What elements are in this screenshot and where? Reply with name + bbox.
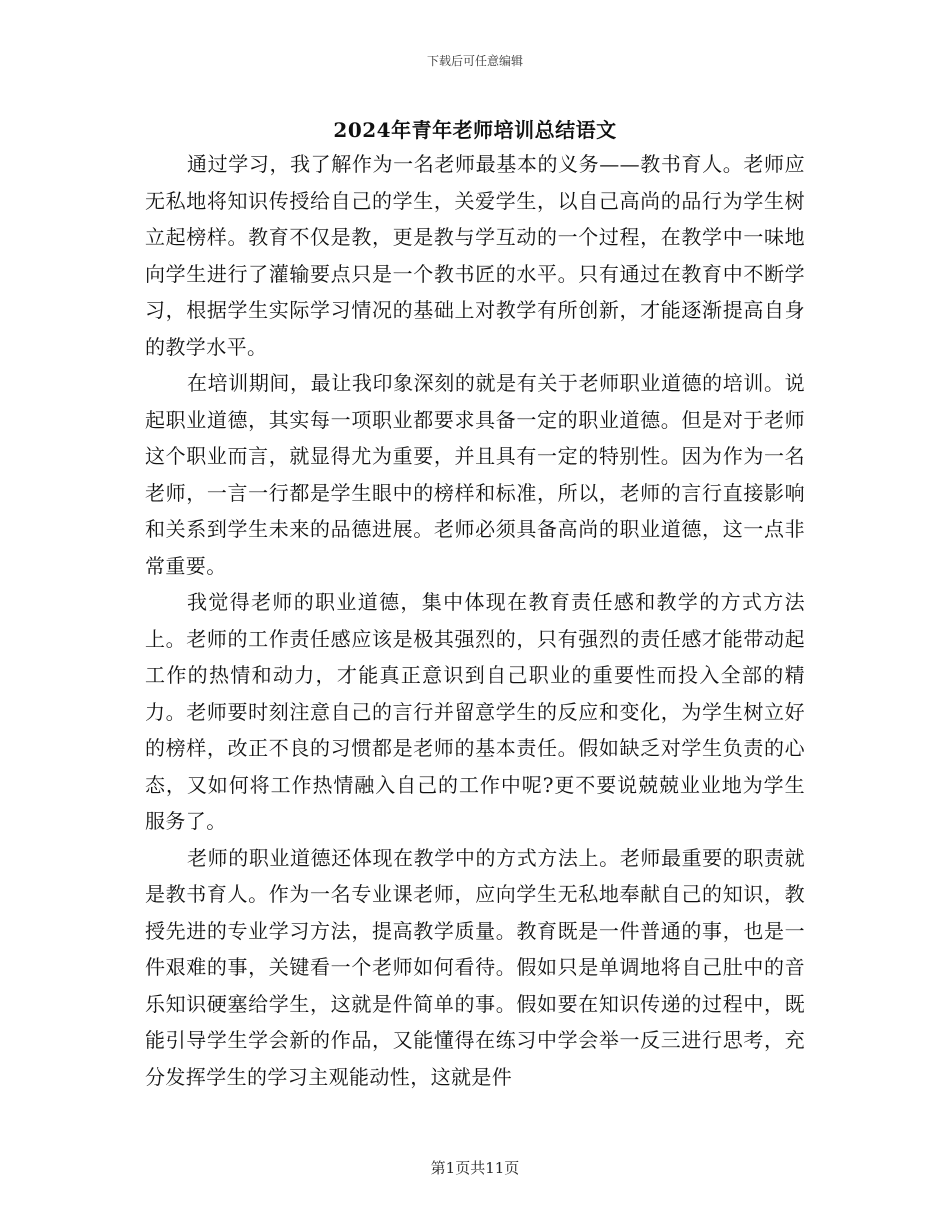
page-header-note: 下载后可任意编辑 bbox=[426, 54, 523, 68]
paragraph-2: 在培训期间，最让我印象深刻的就是有关于老师职业道德的培训。说起职业道德，其实每一项职业都要求具备一定的职业道德。但是对于老师这个职业而言，就显得尤为重要，并且具有一定的特别性。因为作为一名老师，一言一行都是学生眼中的榜样和标准，所以，老师的言行直接影响和关系到学生未来的品德进展。老师必须具备高尚的职业道德，这一点非常重要。 bbox=[145, 371, 805, 578]
paragraph-1: 通过学习，我了解作为一名老师最基本的义务——教书育人。老师应无私地将知识传授给自己的学生，关爱学生，以自己高尚的品行为学生树立起榜样。教育不仅是教，更是教与学互动的一个过程，在教学中一味地向学生进行了灌输要点只是一个教书匠的水平。只有通过在教育中不断学习，根据学生实际学习情况的基础上对教学有所创新，才能逐渐提高自身的教学水平。 bbox=[145, 152, 805, 359]
document-title: 2024年青年老师培训总结语文 bbox=[333, 118, 617, 142]
paragraph-3: 我觉得老师的职业道德，集中体现在教育责任感和教学的方式方法上。老师的工作责任感应该是极其强烈的，只有强烈的责任感才能带动起工作的热情和动力，才能真正意识到自己职业的重要性而投入全部的精力。老师要时刻注意自己的言行并留意学生的反应和变化，为学生树立好的榜样，改正不良的习惯都是老师的基本责任。假如缺乏对学生负责的心态，又如何将工作热情融入自己的工作中呢?更不要说兢兢业业地为学生服务了。 bbox=[145, 590, 805, 833]
page-number: 第1页共11页 bbox=[430, 1159, 520, 1177]
paragraph-4: 老师的职业道德还体现在教学中的方式方法上。老师最重要的职责就是教书育人。作为一名专业课老师，应向学生无私地奉献自己的知识，教授先进的专业学习方法，提高教学质量。教育既是一件普通的事，也是一件艰难的事，关键看一个老师如何看待。假如只是单调地将自己肚中的音乐知识硬塞给学生，这就是件简单的事。假如要在知识传递的过程中，既能引导学生学会新的作品，又能懂得在练习中学会举一反三进行思考，充分发挥学生的学习主观能动性，这就是件 bbox=[145, 845, 805, 1089]
document-body bbox=[145, 146, 805, 1095]
